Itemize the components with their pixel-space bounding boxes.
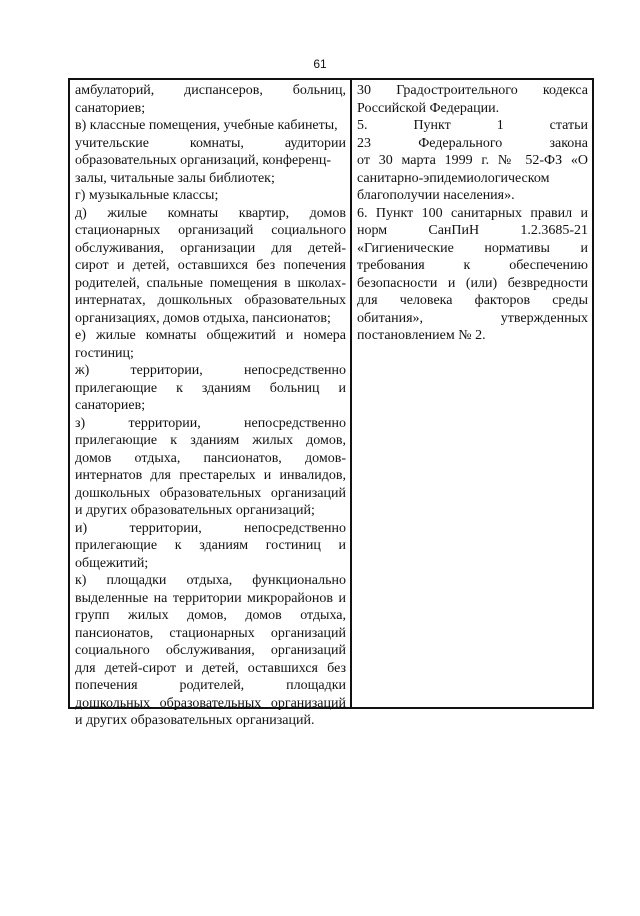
table-text-line: интернатах, дошкольных образовательных — [75, 293, 346, 308]
table-text-line: постановлением № 2. — [357, 328, 486, 343]
table-text-line: для детей-сирот и детей, оставшихся без — [75, 660, 346, 676]
table-text-line: родителей, спальные помещения в школах- — [75, 275, 346, 291]
table-text-line: прилегающие к зданиям гостиниц и — [75, 538, 346, 553]
table-text-line: 6. Пункт 100 санитарных правил и — [357, 205, 588, 221]
table-text-line: и) территории, непосредственно — [75, 520, 346, 536]
table-text-line: дошкольных образовательных организаций — [75, 485, 346, 501]
table-text-line: гостиниц; — [75, 345, 134, 361]
table-text-line: требования к обеспечению — [357, 258, 588, 273]
table-text-line: домов отдыха, пансионатов, домов- — [75, 450, 346, 466]
table-text-line: прилегающие к зданиям жилых домов, — [75, 433, 346, 448]
table-text-line: к) площадки отдыха, функционально — [75, 573, 346, 588]
table-text-line: образовательных организаций, конференц- — [75, 153, 332, 168]
table-text-line: д) жилые комнаты квартир, домов — [75, 205, 346, 221]
table-text-line: интернатов для престарелых и инвалидов, — [75, 468, 346, 483]
table-text-line: ж) территории, непосредственно — [75, 363, 346, 378]
table-text-line: в) классные помещения, учебные кабинеты, — [75, 118, 338, 133]
table-text-line: 5. Пункт 1 статьи — [357, 118, 588, 133]
table-text-line: сирот и детей, оставшихся без попечения — [75, 258, 346, 273]
table-text-line: групп жилых домов, домов отдыха, — [75, 608, 346, 623]
table-text-line: амбулаторий, диспансеров, больниц, — [75, 83, 346, 98]
table-text-line: учительские комнаты, аудитории — [75, 135, 346, 151]
table-text-line: санаториев; — [75, 398, 146, 413]
table-text-line: обслуживания, организации для детей- — [75, 240, 346, 256]
table-text-line: от 30 марта 1999 г. № 52-ФЗ «О — [357, 153, 588, 168]
page-number: 61 — [313, 57, 327, 71]
table-text-line: г) музыкальные классы; — [75, 188, 219, 203]
table-text-line: е) жилые комнаты общежитий и номера — [75, 328, 346, 343]
table-text-line: попечения родителей, площадки — [75, 678, 346, 693]
table-text-line: 23 Федерального закона — [357, 135, 588, 151]
table-text-line: организациях, домов отдыха, пансионатов; — [75, 310, 331, 326]
table-text-line: санитарно-эпидемиологическом — [357, 170, 550, 186]
table-text-line: стационарных организаций социального — [75, 223, 346, 238]
table-text-line: социального обслуживания, организаций — [75, 643, 346, 658]
table-text-line: прилегающие к зданиям больниц и — [75, 380, 346, 396]
table-cell-left — [70, 80, 352, 728]
document-table — [68, 78, 594, 728]
table-text-line: 30 Градостроительного кодекса — [357, 83, 588, 98]
table-text-line: обитания», утвержденных — [357, 310, 588, 326]
table-text-line: залы, читальные залы библиотек; — [75, 170, 275, 186]
table-text-line: и других образовательных организаций. — [75, 713, 315, 728]
table-text-line: норм СанПиН 1.2.3685-21 — [357, 223, 588, 238]
table-text-line: з) территории, непосредственно — [75, 415, 346, 431]
table-text-line: дошкольных образовательных организаций — [75, 695, 346, 711]
table-text-line: выделенные на территории микрорайонов и — [75, 590, 346, 606]
table-text-line: пансионатов, стационарных организаций — [75, 625, 346, 641]
table-text-line: санаториев; — [75, 100, 146, 116]
table-text-line: безопасности и (или) безвредности — [357, 275, 588, 291]
table-text-line: Российской Федерации. — [357, 100, 500, 116]
table-cell-right — [352, 80, 592, 707]
table-text-line: «Гигиенические нормативы и — [357, 240, 588, 256]
table-text-line: благополучии населения». — [357, 188, 515, 203]
table-text-line: общежитий; — [75, 555, 149, 571]
table-text-line: для человека факторов среды — [357, 293, 588, 308]
table-text-line: и других образовательных организаций; — [75, 503, 315, 518]
